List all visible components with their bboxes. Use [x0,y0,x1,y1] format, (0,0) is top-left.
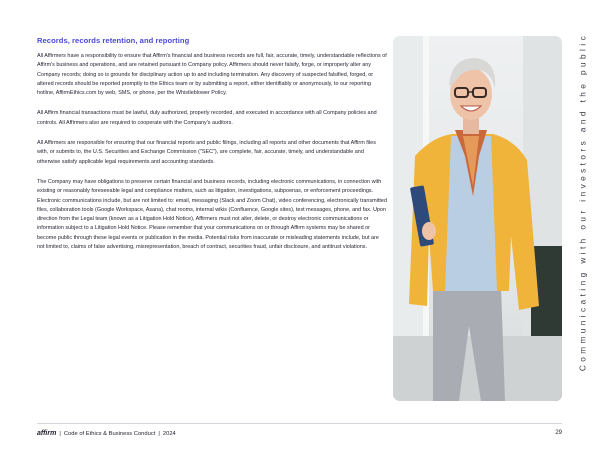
footer-year: 2024 [162,430,176,437]
page-number: 29 [555,430,562,436]
vertical-section-label: Communicating with our investors and the public [578,32,588,372]
footer-separator-2: | [158,430,160,437]
footer-document-title: Code of Ethics & Business Conduct [63,430,156,437]
paragraph-records-preservation: The Company may have obligations to preserve certain financial and business records, including electronic communications, in connection with existing or reasonably foreseeable legal and compliance matters, such as litigation, investigations, subpoenas, or enforcement proceedings. Electronic communications include, but are not limited to: email, messaging (Slack and Zoom Chat), video conferencing, electronically transmitted files, collaboration tools (Google Workspace, Asana), chat rooms, internal wikis (Confluence, Google sites), text messages, phone, and fax. Upon direction from the Legal team (known as a Litigation Hold Notice), Affirmers must not alter, delete, or destroy electronic communications or information subject to a Litigation Hold Notice. Please remember that your communications on or through Affirm systems may be shared or become public through these legal events or publication in the media. Potential risks from inaccurate or misleading statements include, but are not limited to, claims of false advertising, misrepresentation, breach of contract, securities fraud, unfair disclosure, and antitrust violations. [37,178,387,251]
footer-divider [37,423,562,424]
paragraph-financial-transactions: All Affirm financial transactions must be lawful, duly authorized, properly recorded, and executed in accordance with all Company policies and controls. All Affirmers also are required to cooperate with the Company's auditors. [37,110,377,126]
footer-separator: | [59,430,61,437]
section-heading: Records, records retention, and reporting [37,36,190,45]
main-content [37,36,387,263]
affirm-logo: affirm [37,430,57,437]
sidebar-section-title [576,22,590,382]
paragraph-financial-reports: All Affirmers are responsible for ensuring that our financial reports and public filings, including all reports and other documents that Affirm files with, or submits to, the U.S. Securities and Exchange Commission ("SEC"), are complete, fair, accurate, timely, and understandable and otherwise satisfy applicable legal requirements and accounting standards. [37,140,376,165]
footer [37,430,176,437]
photo-smiling-woman [393,36,562,401]
woman-illustration [393,36,562,401]
paragraph-records-responsibility: All Affirmers have a responsibility to ensure that Affirm's financial and business records are full, fair, accurate, timely, understandable reflections of Affirm's business and operations, and are retained pursuant to Company policy. Affirmers should never falsify, forge, or improperly alter any Company records; doing so is grounds for disciplinary action up to and including termination. Any discovery of suspected falsified, forged, or altered records should be reported promptly to the Ethics team or by submitting a report, either identifiably or anonymously, to our reporting hotline, AffirmEthics.com by web, SMS, or phone, per the Whistleblower Policy. [37,53,387,97]
